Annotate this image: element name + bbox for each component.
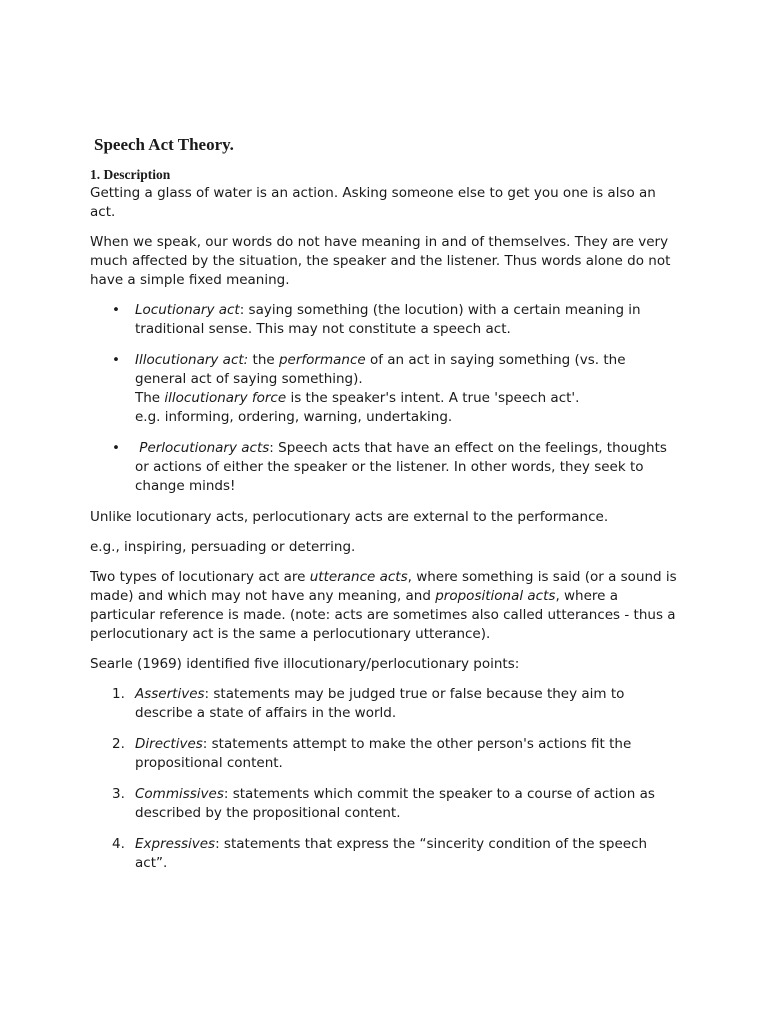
- list-number: 2.: [112, 736, 125, 752]
- paragraph-types: [90, 568, 680, 644]
- bullet-icon: •: [112, 352, 120, 368]
- text-fragment: Two types of locutionary act are: [90, 569, 310, 585]
- term-assertives: Assertives: [135, 686, 205, 702]
- term-directives: Directives: [135, 736, 203, 752]
- list-item-illocutionary: [90, 351, 680, 427]
- term-expressives: Expressives: [135, 836, 216, 852]
- paragraph-meaning: When we speak, our words do not have meaning in and of themselves. They are very much affected by the situation, the speaker and the listener. Thus words alone do not have a simple fixed meaning.: [90, 234, 671, 288]
- document-title: Speech Act Theory.: [94, 135, 234, 154]
- list-number: 1.: [112, 686, 125, 702]
- definition-directives: : statements attempt to make the other person's actions fit the propositional content.: [135, 736, 632, 771]
- definition-locutionary: : saying something (the locution) with a certain meaning in traditional sense. This may not constitute a speech act.: [135, 302, 641, 337]
- illocutionary-points-list: [90, 685, 680, 873]
- document-page: [90, 134, 680, 885]
- list-item-locutionary: [90, 301, 680, 339]
- term-illocutionary-force: illocutionary force: [164, 390, 287, 406]
- paragraph-intro: Getting a glass of water is an action. Asking someone else to get you one is also an act.: [90, 185, 656, 220]
- bullet-icon: •: [112, 440, 120, 456]
- text-fragment: , where something is said (or a sound is made) and which may not have any meaning, and: [90, 569, 677, 604]
- definition-expressives: : statements that express the “sincerity condition of the speech act”.: [135, 836, 648, 871]
- definition-perlocutionary: : Speech acts that have an effect on the feelings, thoughts or actions of either the speaker or the listener. In other words, they seek to change minds!: [135, 440, 667, 494]
- list-item-assertives: [90, 685, 680, 723]
- paragraph-examples: e.g., inspiring, persuading or deterring.: [90, 539, 356, 555]
- definition-illocutionary: of an act in saying something (vs. the general act of saying something).: [135, 352, 626, 387]
- definition-commissives: : statements which commit the speaker to a course of action as described by the propositional content.: [135, 786, 655, 821]
- list-number: 4.: [112, 836, 125, 852]
- list-item-commissives: [90, 785, 680, 823]
- act-types-list: [90, 301, 680, 496]
- list-number: 3.: [112, 786, 125, 802]
- term-performance: performance: [278, 352, 366, 368]
- term-commissives: Commissives: [135, 786, 224, 802]
- list-item-perlocutionary: [90, 439, 680, 496]
- text-fragment: The: [135, 390, 165, 406]
- term-propositional-acts: propositional acts: [435, 588, 556, 604]
- paragraph-searle: Searle (1969) identified five illocutionary/perlocutionary points:: [90, 656, 520, 672]
- list-item-expressives: [90, 835, 680, 873]
- text-fragment: the: [248, 352, 279, 368]
- section-heading: 1. Description: [90, 167, 171, 182]
- text-fragment: , where a particular reference is made. (note: acts are sometimes also called utterances - thus a perlocutionary act is the same a perlocutionary utterance).: [90, 588, 676, 642]
- text-fragment: is the speaker's intent. A true 'speech act'.: [286, 390, 580, 406]
- term-perlocutionary: Perlocutionary acts: [139, 440, 270, 456]
- bullet-icon: •: [112, 302, 120, 318]
- term-illocutionary: Illocutionary act:: [135, 352, 249, 368]
- paragraph-unlike: Unlike locutionary acts, perlocutionary acts are external to the performance.: [90, 509, 609, 525]
- illocutionary-examples: e.g. informing, ordering, warning, undertaking.: [135, 409, 453, 425]
- term-utterance-acts: utterance acts: [309, 569, 408, 585]
- list-item-directives: [90, 735, 680, 773]
- term-locutionary: Locutionary act: [135, 302, 240, 318]
- definition-assertives: : statements may be judged true or false because they aim to describe a state of affairs in the world.: [135, 686, 625, 721]
